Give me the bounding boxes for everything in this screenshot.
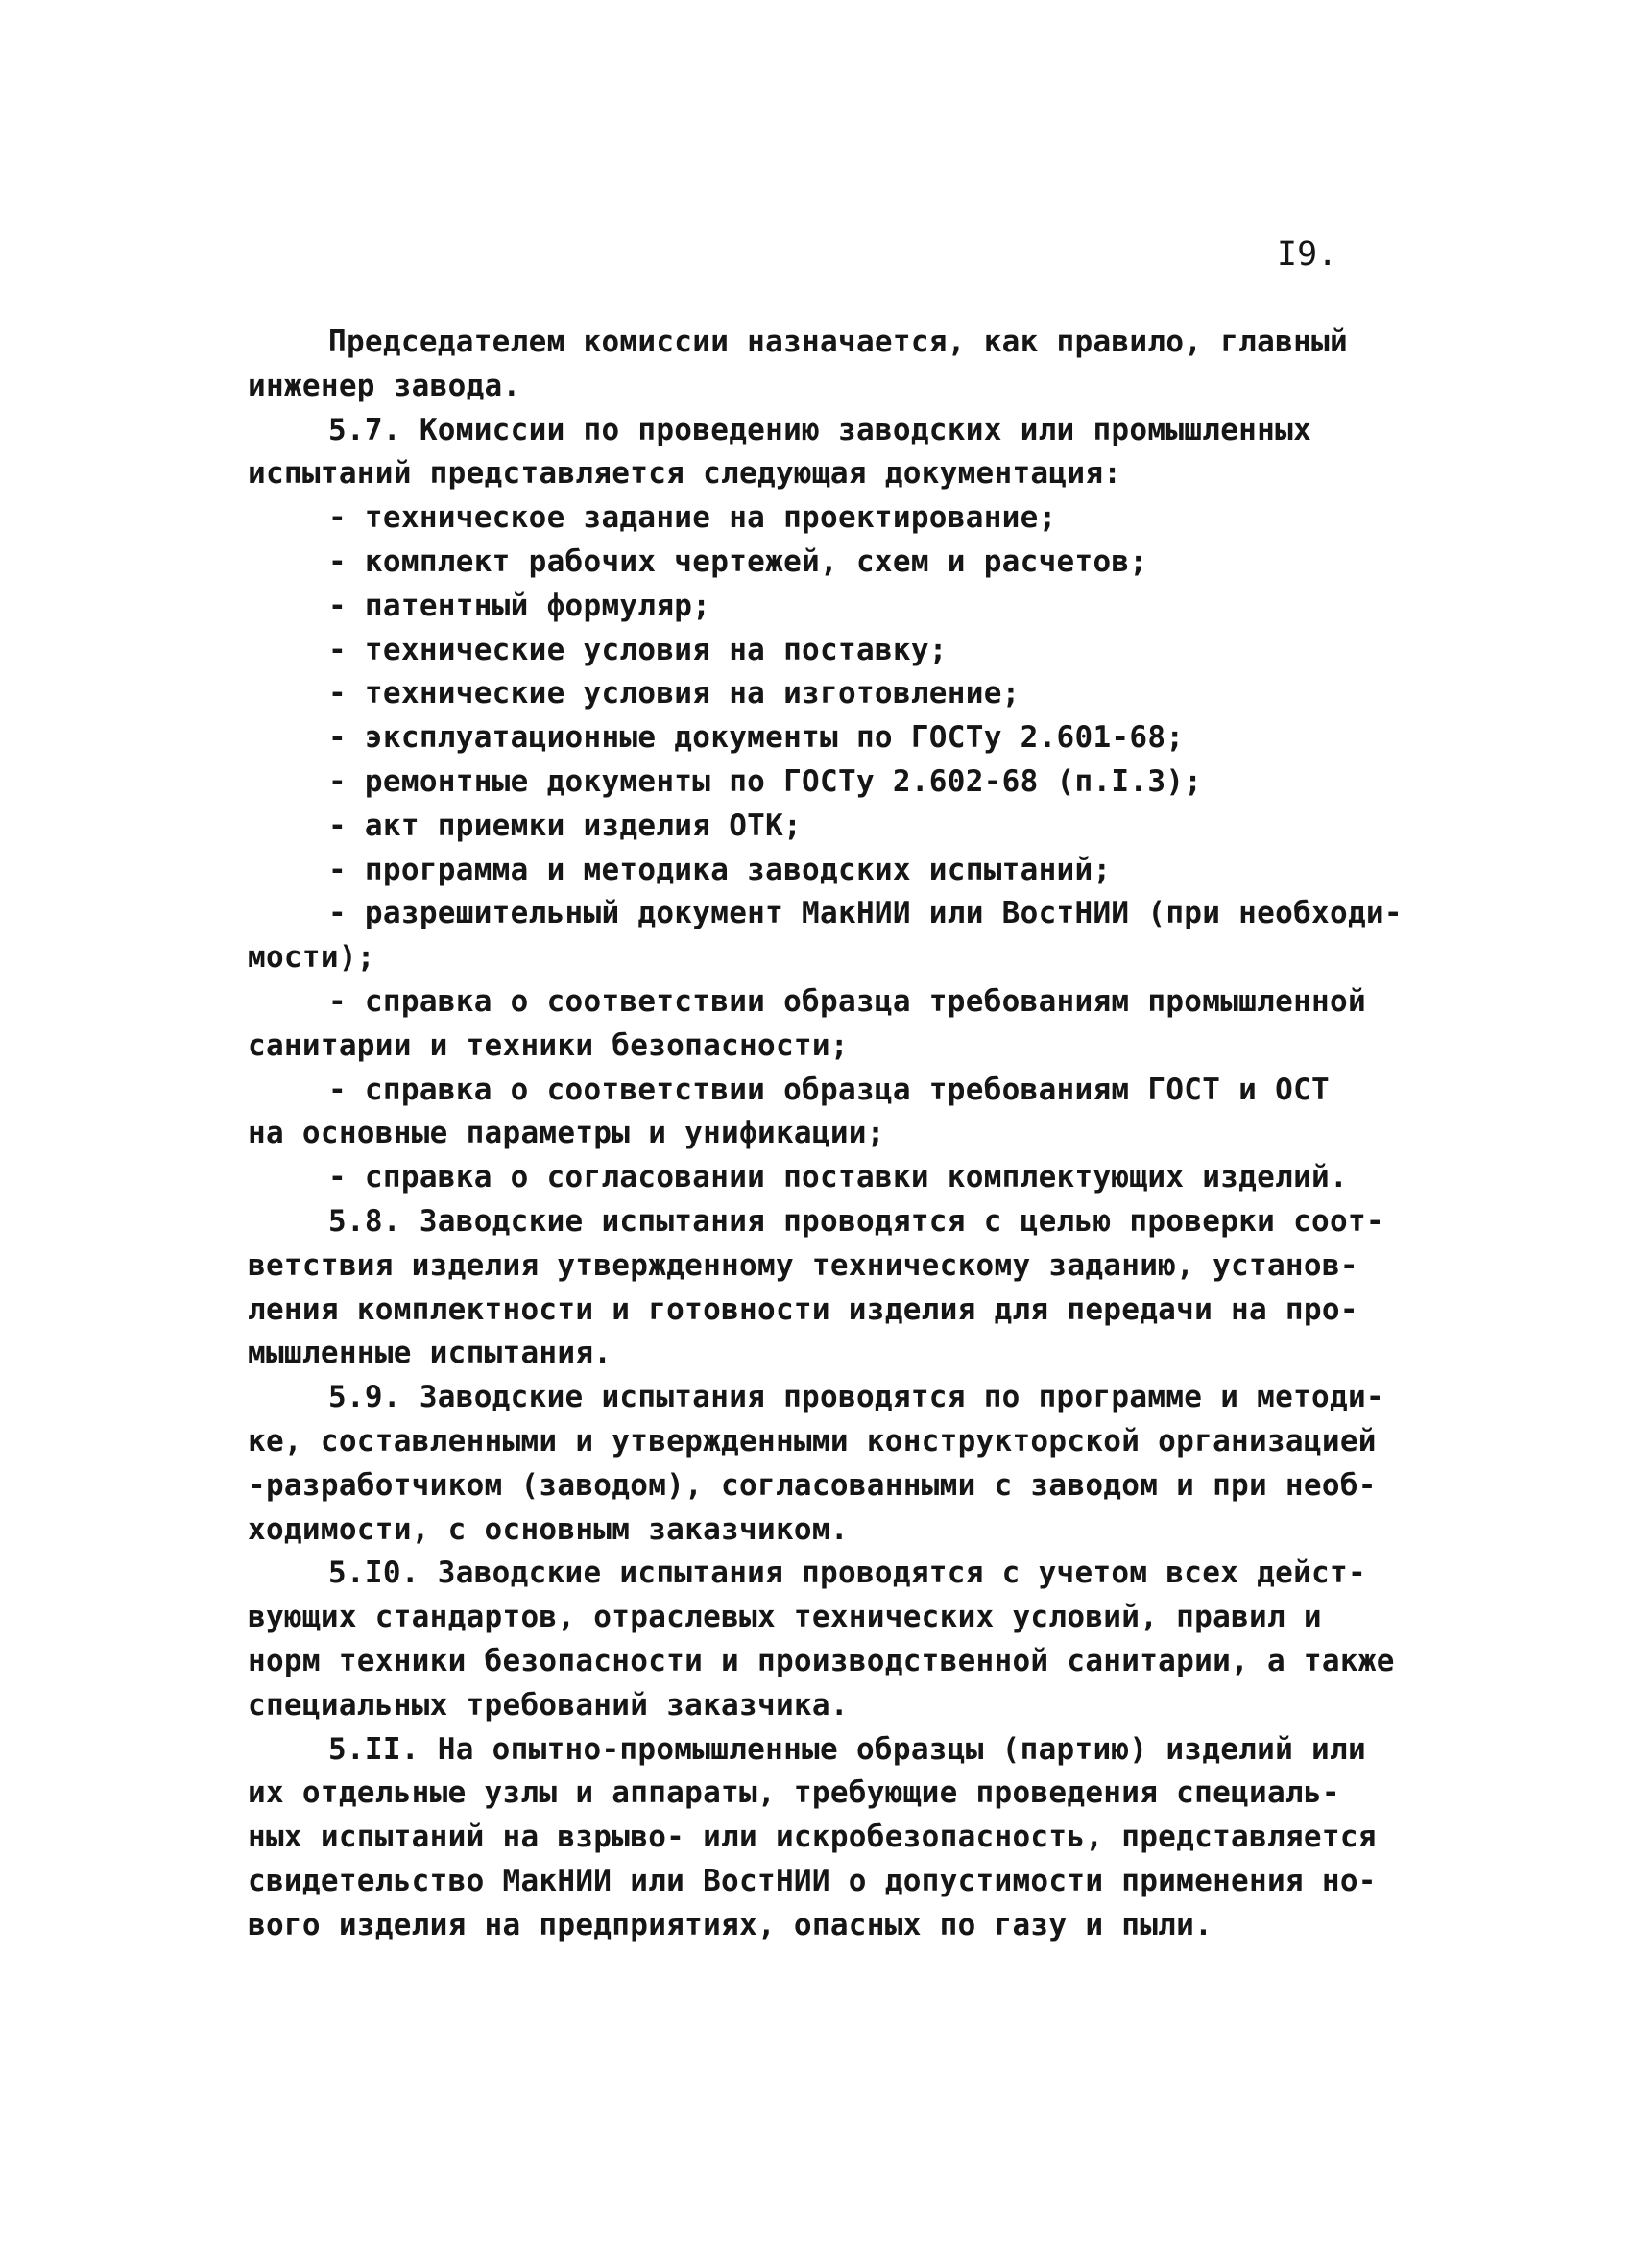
page-number: I9. bbox=[1277, 235, 1338, 274]
text-line: специальных требований заказчика. bbox=[248, 1687, 849, 1723]
text-line: норм техники безопасности и производственной санитарии, а также bbox=[248, 1643, 1395, 1678]
text-line: вующих стандартов, отраслевых технических условий, правил и bbox=[248, 1600, 1322, 1635]
text-line: - программа и методика заводских испытаний; bbox=[328, 852, 1112, 887]
text-line: - технические условия на изготовление; bbox=[328, 676, 1021, 712]
text-line: ходимости, с основным заказчиком. bbox=[248, 1511, 849, 1547]
body-text bbox=[248, 321, 1419, 1947]
text-line: - ремонтные документы по ГОСТу 2.602-68 (п.I.3); bbox=[328, 763, 1203, 799]
text-line: Председателем комиссии назначается, как правило, главный bbox=[328, 325, 1348, 359]
text-line: 5.I0. Заводские испытания проводятся с учетом всех дейст- bbox=[328, 1556, 1366, 1591]
text-line: ветствия изделия утвержденному техническому заданию, установ- bbox=[248, 1247, 1358, 1283]
text-line: - разрешительный документ МакНИИ или ВостНИИ (при необходи- bbox=[328, 896, 1403, 931]
text-line: - справка о соответствии образца требованиям ГОСТ и ОСТ bbox=[328, 1072, 1330, 1107]
text-line: 5.II. На опытно-промышленные образцы (партию) изделий или bbox=[328, 1731, 1366, 1767]
text-line: ных испытаний на взрыво- или искробезопасность, представляется bbox=[248, 1820, 1377, 1855]
text-line: 5.9. Заводские испытания проводятся по программе и методи- bbox=[328, 1380, 1384, 1415]
text-line: - справка о соответствии образца требованиям промышленной bbox=[328, 983, 1366, 1019]
text-line: - эксплуатационные документы по ГОСТу 2.601-68; bbox=[328, 720, 1185, 756]
text-line: вого изделия на предприятиях, опасных по газу и пыли. bbox=[248, 1907, 1213, 1942]
text-line: их отдельные узлы и аппараты, требующие проведения специаль- bbox=[248, 1775, 1340, 1811]
text-line: 5.8. Заводские испытания проводятся с целью проверки соот- bbox=[328, 1203, 1384, 1239]
text-line: - справка о согласовании поставки комплектующих изделий. bbox=[328, 1160, 1348, 1195]
text-line: мышленные испытания. bbox=[248, 1336, 612, 1371]
text-line: - технические условия на поставку; bbox=[328, 632, 948, 667]
text-line: испытаний представляется следующая документация: bbox=[248, 456, 1122, 492]
text-line: 5.7. Комиссии по проведению заводских или промышленных bbox=[328, 412, 1312, 447]
text-line: ления комплектности и готовности изделия для передачи на про- bbox=[248, 1291, 1358, 1327]
text-line: мости); bbox=[248, 940, 375, 976]
text-line: - патентный формуляр; bbox=[328, 588, 711, 623]
text-line: санитарии и техники безопасности; bbox=[248, 1027, 849, 1063]
text-line: инженер завода. bbox=[248, 368, 521, 403]
text-line: - комплект рабочих чертежей, схем и расчетов; bbox=[328, 543, 1148, 579]
text-line: на основные параметры и унификации; bbox=[248, 1116, 885, 1151]
text-line: -разработчиком (заводом), согласованными с заводом и при необ- bbox=[248, 1467, 1377, 1503]
text-line: - техническое задание на проектирование; bbox=[328, 500, 1057, 536]
text-line: свидетельство МакНИИ или ВостНИИ о допустимости применения но- bbox=[248, 1863, 1377, 1898]
text-line: - акт приемки изделия ОТК; bbox=[328, 808, 803, 843]
text-line: ке, составленными и утвержденными конструкторской организацией bbox=[248, 1423, 1377, 1459]
